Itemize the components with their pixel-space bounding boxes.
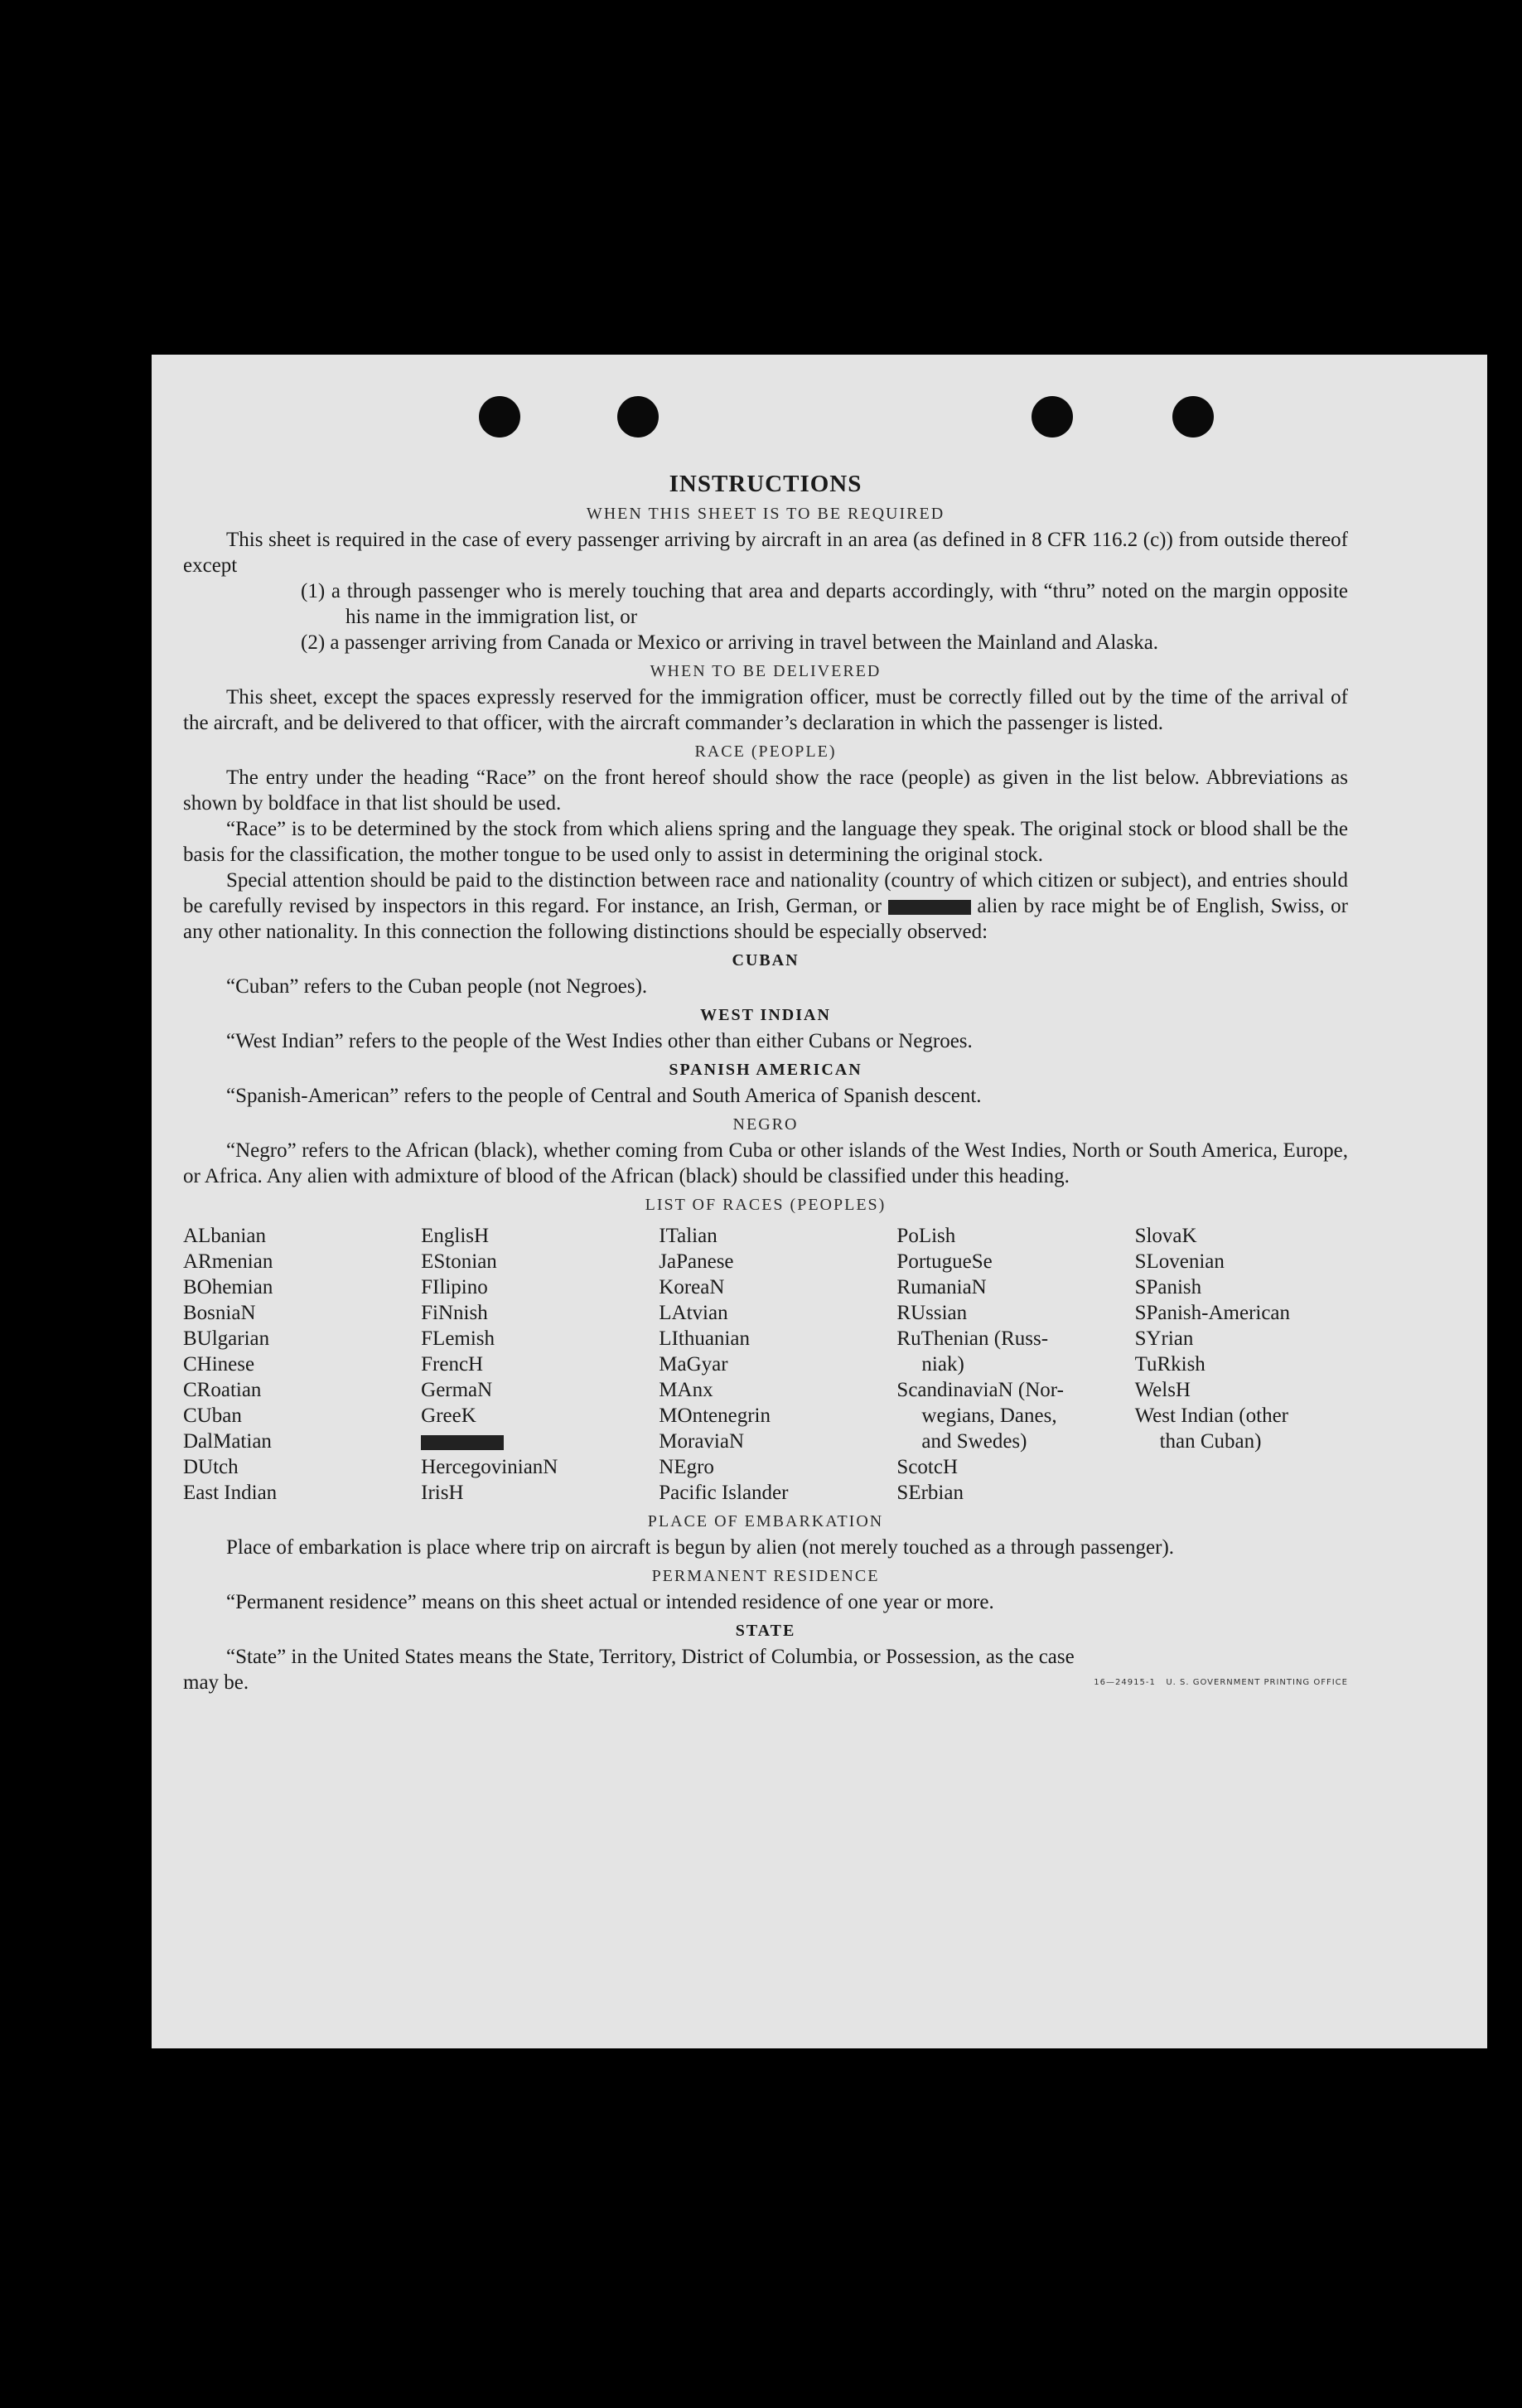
race-entry: KoreaN [659,1276,725,1298]
negro-text: “Negro” refers to the African (black), whether coming from Cuba or other islands of the West Indies, North or South America, Europe, or Africa. Any alien with admixture of blood of the African (black) should be classified under this heading. [183,1139,1348,1187]
section-heading-state: STATE [735,1622,796,1640]
race-entry: RuThenian (Russ- [896,1327,1049,1350]
race-entry: ITalian [659,1225,718,1247]
section-heading-races-list: LIST OF RACES (PEOPLES) [645,1196,887,1214]
race-entry: PortugueSe [896,1250,993,1273]
race-entry: FLemish [421,1327,495,1350]
punch-hole [1172,396,1214,438]
section-heading-residence: PERMANENT RESIDENCE [651,1567,880,1585]
embarkation-text: Place of embarkation is place where trip on aircraft is begun by alien (not merely touched as a through passenger). [226,1536,1175,1559]
race-entry: FrencH [421,1353,484,1376]
race-entry: IrisH [421,1482,464,1504]
required-item-1: (1) a through passenger who is merely touching that area and departs accordingly, with “thru” noted on the margin opposite his name in the immigration list, or [301,580,1348,628]
race-entry: RumaniaN [896,1276,987,1298]
race-entry: Pacific Islander [659,1482,789,1504]
race-entry-redacted [421,1429,659,1454]
race-entry: MOntenegrin [659,1405,771,1427]
section-heading-cuban: CUBAN [732,951,800,969]
page-title: INSTRUCTIONS [669,471,862,497]
race-entry: DalMatian [183,1430,272,1453]
race-entry: TuRkish [1134,1353,1206,1376]
section-heading-negro: NEGRO [732,1115,799,1134]
race-entry: CUban [183,1405,242,1427]
race-entry: GreeK [421,1405,476,1427]
race-entry: LIthuanian [659,1327,750,1350]
race-paragraph-2: “Race” is to be determined by the stock from which aliens spring and the language they speak. The original stock or blood shall be the basis for the classification, the mother tongue to be used only to assist in determining the original stock. [183,818,1348,866]
race-entry: BOhemian [183,1276,273,1298]
required-intro: This sheet is required in the case of every passenger arriving by aircraft in an area (as defined in 8 CFR 116.2 (c)) from outside thereof except [183,529,1348,577]
cuban-text: “Cuban” refers to the Cuban people (not Negroes). [226,975,648,998]
race-entry: EnglisH [421,1225,490,1247]
section-heading-delivered: WHEN TO BE DELIVERED [650,662,882,680]
section-heading-spanish-american: SPANISH AMERICAN [669,1061,862,1079]
redaction-mark [888,900,971,915]
state-text: “State” in the United States means the State, Territory, District of Columbia, or Possession, as the case [226,1646,1075,1668]
race-entry: NEgro [659,1456,714,1478]
races-list [183,1223,1348,1506]
race-entry: CRoatian [183,1379,262,1401]
west-indian-text: “West Indian” refers to the people of the West Indies other than either Cubans or Negroes. [226,1030,973,1052]
race-entry: LAtvian [659,1302,728,1324]
race-entry: CHinese [183,1353,255,1376]
form-number: 16—24915-1 [1094,1678,1156,1687]
punch-hole [479,396,520,438]
residence-text: “Permanent residence” means on this sheet actual or intended residence of one year or more. [226,1591,994,1613]
race-paragraph-3b: alien by race might be of English, Swiss, or any other nationality. In this connection the following distinctions should be especially observed: [183,895,1348,943]
race-entry: BosniaN [183,1302,256,1324]
race-entry: ScandinaviaN (Nor- [896,1379,1064,1401]
race-paragraph-3 [183,868,1348,945]
state-text-end: may be. [183,1671,249,1694]
section-heading-race: RACE (PEOPLE) [694,742,837,761]
section-heading-west-indian: WEST INDIAN [700,1006,831,1024]
race-entry: SlovaK [1134,1225,1197,1247]
race-entry: GermaN [421,1379,493,1401]
race-entry: SPanish-American [1134,1302,1291,1324]
race-entry: FiNnish [421,1302,488,1324]
race-entry: BUlgarian [183,1327,270,1350]
race-entry: DUtch [183,1456,239,1478]
race-entry: EStonian [421,1250,497,1273]
race-entry: HercegovinianN [421,1456,558,1478]
race-entry: SLovenian [1134,1250,1225,1273]
races-column-1 [183,1223,421,1506]
races-column-3 [659,1223,896,1506]
race-entry: SPanish [1134,1276,1202,1298]
section-heading-required: WHEN THIS SHEET IS TO BE REQUIRED [586,505,945,523]
spanish-american-text: “Spanish-American” refers to the people of Central and South America of Spanish descent. [226,1085,982,1107]
punch-hole [617,396,659,438]
instruction-sheet [152,355,1487,2048]
races-column-5 [1135,1223,1348,1506]
race-paragraph-3a: Special attention should be paid to the distinction between race and nationality (country of which citizen or subject), and entries should be carefully revised by inspectors in this regard. For instance, an Irish, German, or [183,869,1348,917]
race-entry: SYrian [1134,1327,1194,1350]
race-entry: WelsH [1134,1379,1191,1401]
race-entry: MoraviaN [659,1430,745,1453]
races-column-4 [896,1223,1134,1506]
race-entry: East Indian [183,1482,278,1504]
required-item-2: (2) a passenger arriving from Canada or Mexico or arriving in travel between the Mainland and Alaska. [301,631,1159,654]
race-entry: FIlipino [421,1276,488,1298]
race-entry: MAnx [659,1379,713,1401]
race-entry: and Swedes) [921,1430,1027,1453]
race-entry: RUssian [896,1302,968,1324]
race-paragraph-1: The entry under the heading “Race” on the front hereof should show the race (people) as given in the list below. Abbreviations as shown by boldface in that list should be used. [183,766,1348,815]
section-heading-embarkation: PLACE OF EMBARKATION [647,1512,884,1530]
race-entry: PoLish [896,1225,956,1247]
race-entry: ALbanian [183,1225,266,1247]
race-entry: ARmenian [183,1250,273,1273]
races-column-2 [421,1223,659,1506]
punch-hole [1032,396,1073,438]
race-entry: wegians, Danes, [921,1405,1057,1427]
race-entry: MaGyar [659,1353,728,1376]
race-entry: than Cuban) [1159,1430,1262,1453]
delivered-text: This sheet, except the spaces expressly reserved for the immigration officer, must be correctly filled out by the time of the arrival of the aircraft, and be delivered to that officer, with the aircraft commander’s declaration in which the passenger is listed. [183,686,1348,734]
printer-imprint [1094,1670,1348,1695]
footer-row [183,1670,1348,1695]
race-entry: niak) [921,1353,964,1376]
printer-name: U. S. GOVERNMENT PRINTING OFFICE [1166,1678,1348,1687]
race-entry: West Indian (other [1134,1405,1288,1427]
race-entry: SErbian [896,1482,964,1504]
race-entry: ScotcH [896,1456,959,1478]
redaction-mark [421,1435,504,1450]
race-entry: JaPanese [659,1250,734,1273]
